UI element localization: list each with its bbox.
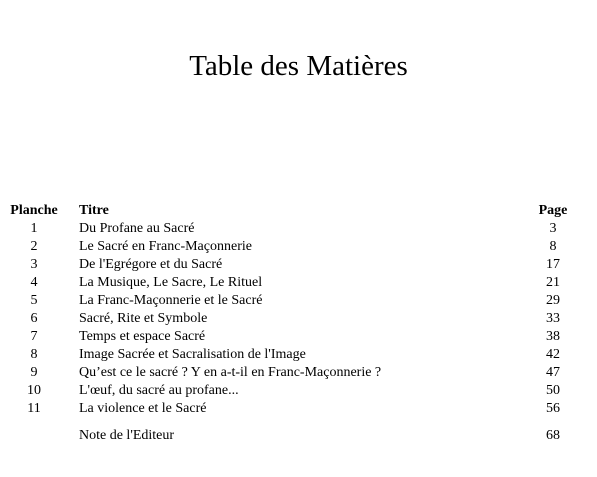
planche-number: 3 <box>30 257 38 272</box>
entry-title: Du Profane au Sacré <box>79 221 195 236</box>
page-number: 17 <box>546 257 560 272</box>
planche-number: 11 <box>27 401 41 416</box>
toc-spacer <box>0 418 597 427</box>
planche-number: 4 <box>30 275 38 290</box>
planche-number: 5 <box>30 293 38 308</box>
entry-title: Le Sacré en Franc-Maçonnerie <box>79 239 252 254</box>
toc-entry <box>0 382 597 400</box>
titre-column-header: Titre <box>79 203 109 218</box>
page-number: 8 <box>549 239 557 254</box>
page-number: 29 <box>546 293 560 308</box>
toc-entry <box>0 292 597 310</box>
note-page-number: 68 <box>546 428 560 443</box>
toc-note-row <box>0 427 597 445</box>
table-of-contents <box>0 202 597 445</box>
page-number: 42 <box>546 347 560 362</box>
planche-number: 1 <box>30 221 38 236</box>
entry-title: La Franc-Maçonnerie et le Sacré <box>79 293 263 308</box>
toc-entry <box>0 256 597 274</box>
entry-title: Qu’est ce le sacré ? Y en a-t-il en Franc-Maçonnerie ? <box>79 365 382 380</box>
page-number: 33 <box>546 311 560 326</box>
entry-title: La violence et le Sacré <box>79 401 207 416</box>
entry-title: Image Sacrée et Sacralisation de l'Image <box>79 347 306 362</box>
entry-title: L'œuf, du sacré au profane... <box>79 383 239 398</box>
planche-number: 8 <box>30 347 38 362</box>
toc-entry <box>0 238 597 256</box>
planche-column-header: Planche <box>10 203 58 218</box>
page-number: 47 <box>546 365 560 380</box>
planche-number: 2 <box>30 239 38 254</box>
page-number: 21 <box>546 275 560 290</box>
toc-entry <box>0 274 597 292</box>
page-number: 50 <box>546 383 560 398</box>
entry-title: Temps et espace Sacré <box>79 329 206 344</box>
toc-entry <box>0 364 597 382</box>
toc-entry <box>0 400 597 418</box>
toc-entry <box>0 328 597 346</box>
toc-entry <box>0 346 597 364</box>
planche-number: 9 <box>30 365 38 380</box>
note-title: Note de l'Editeur <box>79 428 175 443</box>
toc-entry <box>0 220 597 238</box>
planche-number: 7 <box>30 329 38 344</box>
planche-number: 6 <box>30 311 38 326</box>
page-column-header: Page <box>538 203 568 218</box>
page-number: 38 <box>546 329 560 344</box>
planche-number: 10 <box>27 383 41 398</box>
page-number: 3 <box>549 221 557 236</box>
toc-header-row <box>0 202 597 220</box>
entry-title: La Musique, Le Sacre, Le Rituel <box>79 275 263 290</box>
toc-entry <box>0 310 597 328</box>
page-number: 56 <box>546 401 560 416</box>
entry-title: Sacré, Rite et Symbole <box>79 311 208 326</box>
page-title: Table des Matières <box>189 50 408 83</box>
entry-title: De l'Egrégore et du Sacré <box>79 257 223 272</box>
